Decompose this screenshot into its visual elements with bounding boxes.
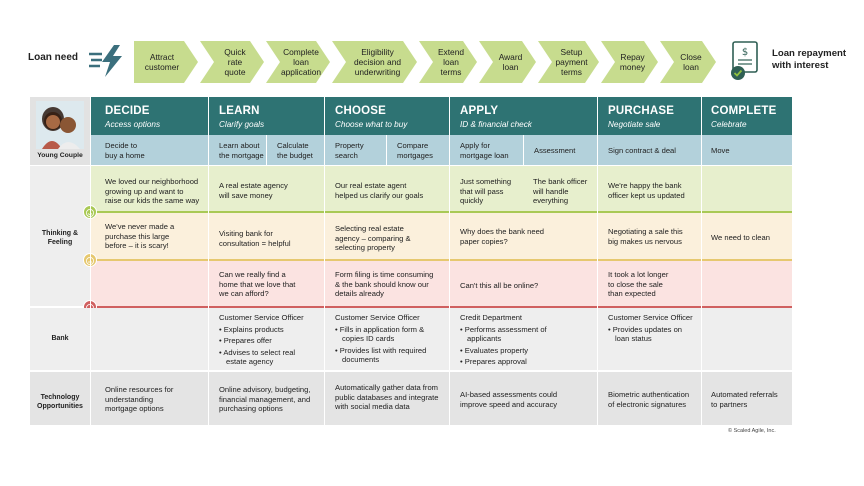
neutral-learn: Visiting bank for consultation = helpful <box>219 229 291 248</box>
bank-choose: Customer Service Officer • Fills in application form & copies ID cards • Provides list with required documents <box>335 313 426 365</box>
tech-decide: Online resources for understanding mortgage options <box>105 385 174 414</box>
positive-line <box>90 211 792 213</box>
neutral-band <box>90 213 792 260</box>
action-cell <box>91 135 208 165</box>
negative-purchase: It took a lot longer to close the sale than expected <box>608 270 669 299</box>
invoice-check-icon <box>727 40 763 87</box>
action-cell <box>702 135 792 165</box>
neutral-complete: We need to clean <box>711 233 770 242</box>
persona-photo <box>36 101 84 149</box>
process-step-label: Attract customer <box>144 52 180 72</box>
action-text: Calculate the budget <box>277 141 313 160</box>
neutral-line <box>90 259 792 261</box>
repayment-line-2: with interest <box>772 60 829 71</box>
process-step-label: Quick rate quote <box>224 47 246 77</box>
neutral-purchase: Negotiating a sale this big makes us nervous <box>608 227 683 246</box>
process-step-label: Extend loan terms <box>437 47 465 77</box>
stage-title: APPLY <box>460 105 499 117</box>
process-step-label: Setup payment terms <box>555 47 588 77</box>
neutral-decide: We've never made a purchase this large before – it is scary! <box>105 222 175 251</box>
neutral-apply: Why does the bank need paper copies? <box>460 227 545 246</box>
stage-subtitle: ID & financial check <box>460 120 532 129</box>
stage-apply <box>450 97 597 135</box>
bank-learn: Customer Service Officer • Explains products • Prepares offer • Advises to select real estate agency <box>219 313 304 367</box>
negative-learn: Can we really find a home that we love that we can afford? <box>219 270 296 299</box>
negative-choose: Form filing is time consuming & the bank should know our details already <box>335 270 434 299</box>
stage-title: DECIDE <box>105 105 150 117</box>
thinking-feeling-label: Thinking & Feeling <box>41 230 79 246</box>
stage-purchase <box>598 97 701 135</box>
bank-label: Bank <box>51 335 69 342</box>
stage-decide <box>91 97 208 135</box>
stage-subtitle: Clarify goals <box>219 120 265 129</box>
action-cell <box>325 135 386 165</box>
bank-purchase: Customer Service Officer • Provides updates on loan status <box>608 313 693 344</box>
action-text: Move <box>711 146 730 155</box>
action-text: Learn about the mortgage <box>219 141 264 160</box>
action-cell <box>209 135 266 165</box>
tech-apply: AI-based assessments could improve speed and accuracy <box>460 390 558 409</box>
loan-repayment-label <box>772 48 846 72</box>
positive-purchase: We're happy the bank officer kept us updated <box>608 181 685 200</box>
stage-title: CHOOSE <box>335 105 387 117</box>
tech-label: Technology Opportunities <box>37 394 83 410</box>
tech-learn: Online advisory, budgeting, financial management, and purchasing options <box>219 385 311 414</box>
loan-need-label: Loan need <box>28 52 79 63</box>
action-cell <box>450 135 523 165</box>
stage-title: PURCHASE <box>608 105 675 117</box>
stage-learn <box>209 97 324 135</box>
action-cell <box>387 135 449 165</box>
positive-choose: Our real estate agent helped us clarify our goals <box>335 181 424 200</box>
action-cell <box>524 135 597 165</box>
tech-complete: Automated referrals to partners <box>711 390 778 409</box>
tech-purchase: Biometric authentication of electronic signatures <box>608 390 690 409</box>
stage-subtitle: Choose what to buy <box>335 120 408 129</box>
action-text: Decide to buy a home <box>105 141 145 160</box>
svg-text:$: $ <box>741 47 749 58</box>
positive-assessment: The bank officer will handle everything <box>533 177 588 206</box>
stage-subtitle: Negotiate sale <box>608 120 661 129</box>
positive-apply: Just something that will pass quickly <box>460 177 512 206</box>
process-step-label: Award loan <box>498 52 523 72</box>
stage-title: LEARN <box>219 105 260 117</box>
action-text: Compare mortgages <box>397 141 433 160</box>
stage-complete <box>702 97 792 135</box>
lightning-speed-icon <box>88 44 128 83</box>
action-text: Property search <box>335 141 364 160</box>
positive-decide: We loved our neighborhood growing up and want to raise our kids the same way <box>105 177 200 206</box>
process-step-label: Eligibility decision and underwriting <box>353 47 402 77</box>
stage-title: COMPLETE <box>711 105 777 117</box>
stage-subtitle: Celebrate <box>711 120 747 129</box>
positive-learn: A real estate agency will save money <box>219 181 288 200</box>
neutral-choose: Selecting real estate agency – comparing & selecting property <box>335 224 411 253</box>
persona-cell <box>30 97 90 165</box>
stage-choose <box>325 97 449 135</box>
persona-label: Young Couple <box>37 152 83 159</box>
negative-apply: Can't this all be online? <box>460 281 539 290</box>
process-step-label: Close loan <box>680 52 702 72</box>
action-text: Sign contract & deal <box>608 146 676 155</box>
negative-band <box>90 261 792 306</box>
loan-process-flow <box>134 41 724 83</box>
stage-subtitle: Access options <box>105 120 161 129</box>
action-text: Apply for mortgage loan <box>460 141 509 160</box>
process-step-label: Repay money <box>619 52 646 72</box>
tech-choose: Automatically gather data from public databases and integrate with social media data <box>335 383 439 412</box>
customer-journey-map <box>30 97 792 425</box>
action-cell <box>267 135 324 165</box>
action-cell <box>598 135 701 165</box>
copyright-text: © Scaled Agile, Inc. <box>728 428 776 434</box>
bank-apply: Credit Department • Performs assessment of applicants • Evaluates property • Prepares approval <box>460 313 547 367</box>
action-text: Assessment <box>534 146 576 155</box>
repayment-line-1: Loan repayment <box>772 48 847 59</box>
process-step-label: Complete loan application <box>280 47 322 77</box>
